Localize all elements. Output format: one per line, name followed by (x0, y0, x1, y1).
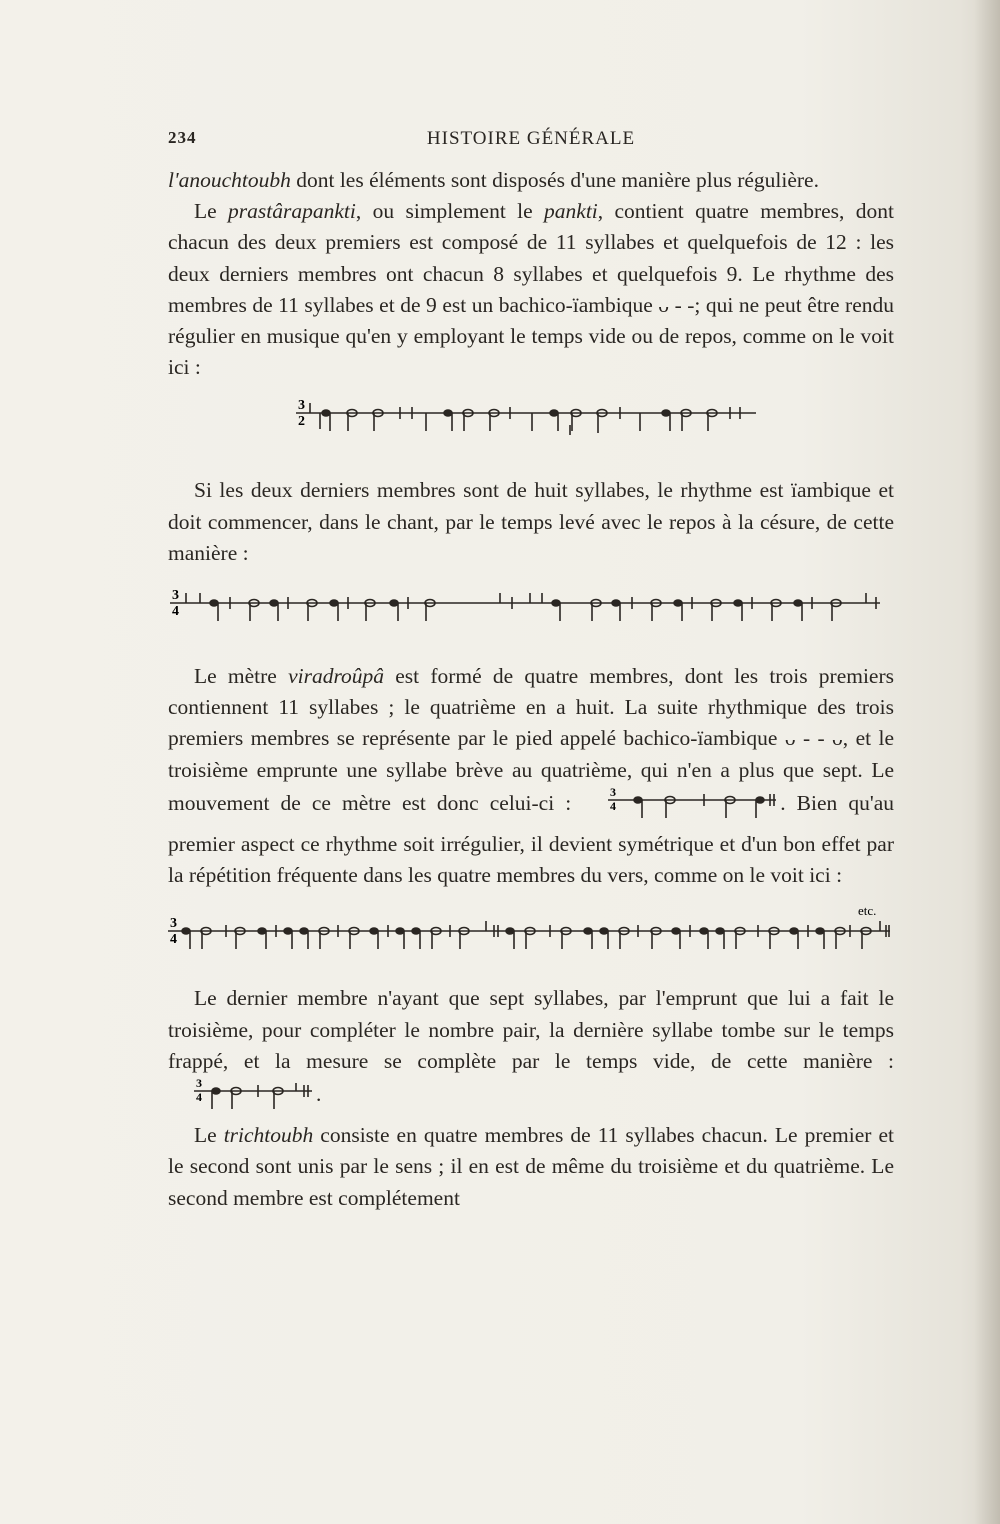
running-header (168, 124, 894, 154)
term-viradroupa: viradroûpâ (288, 664, 385, 689)
term-anouchtoubh: l'anouchtoubh (168, 168, 291, 192)
time-signature-bottom: 2 (298, 414, 305, 430)
inline-rhythm-3 (582, 786, 780, 829)
paragraph-4-text-c: . Bien qu'au premier aspect ce rhythme soit irrégulier, il devient symétrique et d'un bon effet par la répétition fréquente dans les quatre membres du vers, comme on le voit ici : (168, 790, 894, 888)
paragraph-3: Si les deux derniers membres sont de huit syllabes, le rhythme est ïambique et doit commencer, dans le chant, par le temps levé avec le repos à la césure, de cette manière : (168, 478, 894, 565)
paragraph-4-text-b: est formé de quatre membres, dont les trois premiers contiennent 11 syllabes ; le quatrième en a huit. La suite rhythmique des trois premiers membres se représente par le pied appelé bachico-ïambique ᴗ - - ᴗ, et le troisième emprunte une syllabe brève au quatrième, qui n'en a plus que sept. Le mouvement de ce mètre est donc celui-ci : (168, 664, 895, 815)
paragraph-2-text-c: , contient quatre membres, dont chacun des deux premiers est composé de 11 syllabes et quelquefois de 12 : les deux derniers membres ont chacun 8 syllabes et quelquefois 9. Le rhythme des membres de 11 syllabes et de 9 est un bachico-ïambique ᴗ - -; qui ne peut être rendu régulier en musique qu'en y employant le temps vide ou de repos, comme on le voit ici : (168, 199, 894, 380)
music-example-2 (168, 579, 894, 647)
paragraph-6-text-b: consiste en quatre membres de 11 syllabes chacun. Le premier et le second sont unis par le sens ; il en est de même du troisième et du quatrième. Le second membre est complétement (168, 1123, 894, 1210)
music-example-4 (168, 901, 894, 969)
music-example-1 (168, 393, 894, 461)
paragraph-1-text: dont les éléments sont disposés d'une manière plus régulière. (290, 168, 819, 192)
time-signature-bottom: 4 (170, 932, 177, 948)
term-prastarapankti: prastârapankti (228, 199, 356, 224)
etc-label: etc. (858, 903, 877, 919)
rhythm-notation-1 (296, 393, 766, 455)
paragraph-5 (168, 983, 894, 1120)
time-signature-top: 3 (170, 916, 177, 932)
inline-rhythm-5 (168, 1077, 316, 1120)
paragraph-1 (168, 165, 894, 196)
time-signature-top: 3 (610, 785, 617, 799)
page-edge-shadow (974, 0, 1000, 1524)
time-signature-bottom: 4 (172, 604, 179, 620)
term-pankti: pankti (544, 199, 598, 224)
paragraph-5-text-a: Le dernier membre n'ayant que sept syllabes, par l'emprunt que lui a fait le troisième, pour compléter le nombre pair, la dernière syllabe tombe sur le temps frappé, et la mesure se complète par le temps vide, de cette manière : (168, 986, 894, 1073)
time-signature-top: 3 (298, 398, 305, 414)
paragraph-4-text-a: Le mètre (194, 664, 289, 689)
rhythm-notation-5 (194, 1077, 316, 1111)
time-signature-top: 3 (172, 588, 179, 604)
rhythm-notation-4 (168, 901, 894, 963)
paragraph-2-text-b: , ou simplement le (355, 199, 545, 224)
rhythm-notation-2 (170, 579, 892, 641)
paragraph-5-text-b: . (316, 1082, 322, 1107)
time-signature-bottom: 4 (610, 798, 617, 813)
time-signature-top: 3 (196, 1077, 202, 1091)
paragraph-6-text-a: Le (194, 1123, 224, 1148)
paragraph-2-text-a: Le (194, 199, 229, 224)
paragraph-4 (168, 661, 894, 891)
paragraph-2 (168, 196, 894, 383)
rhythm-notation-3 (608, 786, 780, 820)
page-number: 234 (168, 128, 197, 147)
time-signature-bottom: 4 (196, 1090, 202, 1105)
running-title: HISTOIRE GÉNÉRALE (426, 128, 636, 149)
paragraph-6 (168, 1120, 894, 1214)
term-trichtoubh: trichtoubh (223, 1123, 314, 1148)
page-body (168, 165, 894, 1214)
